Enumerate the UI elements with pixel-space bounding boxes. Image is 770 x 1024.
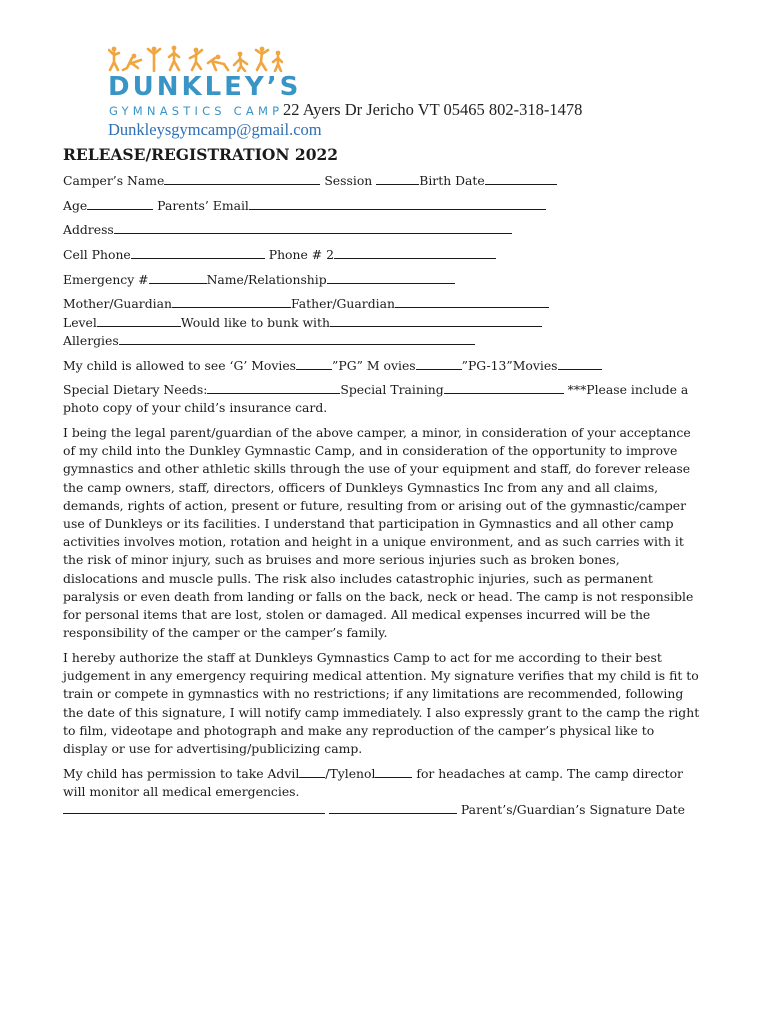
session-label: Session	[324, 173, 373, 188]
address-label: Address	[63, 222, 114, 238]
emergency-row	[63, 271, 713, 289]
bunk-with-field[interactable]	[330, 314, 542, 327]
allergies-row	[63, 332, 713, 350]
release-line: use of Dunkleys or its facilities. I understand that participation in Gymnastics and all other camp	[63, 516, 674, 532]
tylenol-label: /Tylenol	[325, 765, 376, 781]
release-line: responsibility of the camper or the camper’s family.	[63, 625, 388, 641]
name-relationship-label: Name/Relationship	[206, 271, 327, 287]
tylenol-field[interactable]	[375, 765, 412, 778]
camp-logo	[108, 44, 302, 120]
signature-row	[63, 801, 713, 819]
authorization-line: display or use for advertising/publicizing camp.	[63, 741, 363, 757]
release-line: dislocations and muscle pulls. The risk also includes catastrophic injuries, such as permanent	[63, 570, 653, 586]
page-title: RELEASE/REGISTRATION 2022	[63, 145, 339, 164]
advil-field[interactable]	[299, 765, 325, 778]
release-paragraph	[63, 424, 713, 642]
release-line: the risk of minor injury, such as bruises and more serious injuries such as broken bones,	[63, 552, 620, 568]
authorization-line: to film, videotape and photograph and make any reproduction of the camper’s physical like to	[63, 722, 655, 738]
movies-row	[63, 357, 713, 375]
g-movies-field[interactable]	[296, 357, 332, 370]
mother-guardian-field[interactable]	[172, 295, 291, 308]
parents-row	[63, 295, 713, 313]
age-label: Age	[63, 197, 88, 213]
session-field[interactable]	[376, 172, 419, 185]
authorization-paragraph	[63, 649, 713, 758]
dietary-row	[63, 381, 713, 399]
father-guardian-label: Father/Guardian	[291, 296, 395, 312]
parents-email-field[interactable]	[249, 197, 546, 210]
level-field[interactable]	[97, 314, 181, 327]
logo-subtitle: GYMNASTICS CAMP	[109, 104, 284, 118]
insurance-note: ***Please include a	[567, 382, 689, 398]
age-field[interactable]	[87, 197, 153, 210]
address-row	[63, 221, 713, 239]
signature-label: Parent’s/Guardian’s Signature Date	[460, 802, 685, 818]
camper-row	[63, 172, 713, 190]
release-line: activities involves motion, rotation and height in a unique environment, and as such carries with it	[63, 534, 684, 550]
mother-guardian-label: Mother/Guardian	[63, 296, 172, 312]
insurance-note-continued: photo copy of your child’s insurance card.	[63, 400, 328, 416]
age-row	[63, 197, 713, 215]
campers-name-label: Camper’s Name	[63, 173, 165, 188]
authorization-line: I hereby authorize the staff at Dunkleys Gymnastics Camp to act for me according to their best	[63, 650, 662, 665]
release-line: the camp owners, staff, directors, officers of Dunkleys Gymnastics Inc from any and all claims,	[63, 479, 659, 495]
pg13-movies-field[interactable]	[558, 357, 602, 370]
release-line: paralysis or even death from landing or falls on the back, neck or head. The camp is not responsible	[63, 588, 694, 604]
allergies-field[interactable]	[119, 332, 475, 345]
pg-movies-field[interactable]	[416, 357, 462, 370]
authorization-line: train or compete in gymnastics with no restrictions; if any limitations are recommended, following	[63, 686, 684, 702]
signature-field[interactable]	[63, 801, 325, 814]
campers-name-field[interactable]	[164, 172, 320, 185]
cell-phone-label: Cell Phone	[63, 247, 131, 263]
dietary-label: Special Dietary Needs:	[63, 382, 208, 398]
monitor-row	[63, 783, 713, 801]
bunk-with-label: Would like to bunk with	[180, 314, 330, 330]
parents-email-label: Parents’ Email	[157, 197, 249, 213]
address-field[interactable]	[114, 221, 512, 234]
phone2-label: Phone # 2	[268, 247, 334, 263]
authorization-line: judgement in any emergency requiring medical attention. My signature verifies that my child is fit to	[63, 668, 699, 684]
signature-date-field[interactable]	[329, 801, 457, 814]
headaches-text: for headaches at camp. The camp director	[416, 765, 683, 781]
camp-address: 22 Ayers Dr Jericho VT 05465 802-318-1478	[283, 100, 583, 119]
father-guardian-field[interactable]	[395, 295, 549, 308]
special-training-field[interactable]	[444, 381, 564, 394]
level-label: Level	[63, 314, 97, 330]
insurance-row	[63, 399, 713, 417]
logo-name: DUNKLEY’S	[108, 72, 302, 102]
release-line: gymnastics and other athletic skills through the use of your equipment and staff, do forever release	[63, 461, 691, 477]
phone-row	[63, 246, 713, 264]
emergency-field[interactable]	[149, 271, 207, 284]
pg-movies-label: ”PG” M ovies	[332, 357, 416, 373]
release-line: of my child into the Dunkley Gymnastic Camp, and in consideration of the opportunity to improve	[63, 443, 678, 459]
gymnast-figures-icon	[108, 44, 283, 72]
advil-label: My child has permission to take Advil	[63, 765, 300, 781]
level-row	[63, 314, 713, 332]
g-movies-label: My child is allowed to see ‘G’ Movies	[63, 357, 297, 373]
name-relationship-field[interactable]	[327, 271, 455, 284]
release-line: demands, rights of action, present or future, resulting from or arising out of the gymnastic/camper	[63, 497, 687, 513]
allergies-label: Allergies	[63, 332, 119, 348]
birth-date-field[interactable]	[485, 172, 557, 185]
emergency-label: Emergency #	[63, 271, 149, 287]
authorization-line: the date of this signature, I will notify camp immediately. I also expressly grant to the camp the right	[63, 704, 700, 720]
pg13-movies-label: ”PG-13”Movies	[461, 357, 558, 373]
release-line: for personal items that are lost, stolen or damaged. All medical expenses incurred will be the	[63, 607, 651, 623]
medication-row	[63, 765, 713, 783]
release-line: I being the legal parent/guardian of the above camper, a minor, in consideration of your acceptance	[63, 425, 691, 441]
birth-date-label: Birth Date	[419, 173, 485, 188]
special-training-label: Special Training	[340, 382, 444, 398]
form-body	[63, 172, 713, 819]
dietary-field[interactable]	[207, 381, 340, 394]
camp-email: Dunkleysgymcamp@gmail.com	[108, 120, 322, 139]
monitor-text: will monitor all medical emergencies.	[63, 783, 300, 799]
phone2-field[interactable]	[334, 246, 496, 259]
cell-phone-field[interactable]	[131, 246, 265, 259]
